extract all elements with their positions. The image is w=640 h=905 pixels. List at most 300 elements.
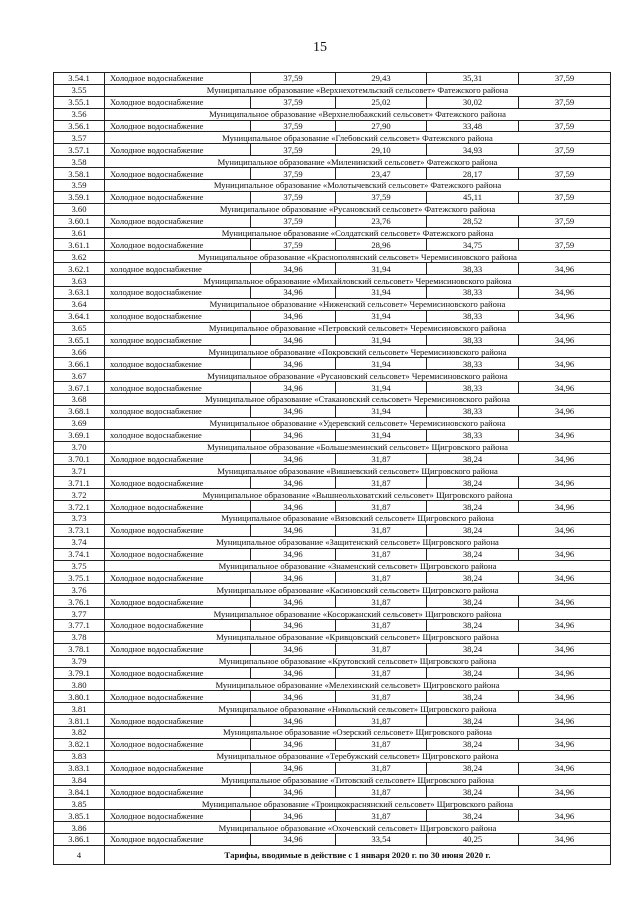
municipality-name: Муниципальное образование «Русановский сельсовет» Черемисиновского района [105, 370, 611, 382]
row-number: 3.81 [54, 703, 105, 715]
tariff-value: 34,96 [519, 715, 611, 727]
tariff-value: 37,59 [519, 215, 611, 227]
tariff-value: 34,96 [251, 477, 336, 489]
service-name: Холодное водоснабжение [105, 691, 251, 703]
municipality-name: Муниципальное образование «Верхнелюбажский сельсовет» Фатежского района [105, 108, 611, 120]
section-footer-row [54, 845, 611, 864]
tariff-row [54, 548, 611, 560]
tariff-row [54, 96, 611, 108]
tariff-value: 34,96 [251, 524, 336, 536]
municipality-row [54, 655, 611, 667]
tariff-value: 34,96 [251, 786, 336, 798]
tariff-value: 34,96 [251, 429, 336, 441]
service-name: Холодное водоснабжение [105, 596, 251, 608]
tariff-value: 38,24 [427, 596, 519, 608]
tariff-value: 34,96 [519, 810, 611, 822]
tariff-value: 37,59 [251, 215, 336, 227]
service-name: Холодное водоснабжение [105, 619, 251, 631]
tariff-value: 37,59 [519, 168, 611, 180]
municipality-name: Муниципальное образование «Охочевский сельсовет» Щигровского района [105, 822, 611, 834]
section-heading: Тарифы, вводимые в действие с 1 января 2020 г. по 30 июня 2020 г. [105, 845, 611, 864]
municipality-name: Муниципальное образование «Мелехинский сельсовет» Щигровского района [105, 679, 611, 691]
service-name: Холодное водоснабжение [105, 120, 251, 132]
tariff-value: 38,24 [427, 738, 519, 750]
service-name: холодное водоснабжение [105, 287, 251, 299]
municipality-row [54, 132, 611, 144]
municipality-row [54, 608, 611, 620]
tariff-value: 31,94 [336, 310, 427, 322]
tariff-value: 31,87 [336, 786, 427, 798]
tariff-value: 34,96 [251, 667, 336, 679]
tariff-value: 30,02 [427, 96, 519, 108]
tariff-value: 38,33 [427, 287, 519, 299]
row-number: 3.59 [54, 180, 105, 192]
tariff-row [54, 453, 611, 465]
row-number: 3.72 [54, 489, 105, 501]
row-number: 3.76.1 [54, 596, 105, 608]
municipality-name: Муниципальное образование «Вязовский сельсовет» Щигровского района [105, 512, 611, 524]
tariff-row [54, 477, 611, 489]
tariff-value: 37,59 [336, 191, 427, 203]
municipality-name: Муниципальное образование «Вышнеольховатский сельсовет» Щигровского района [105, 489, 611, 501]
municipality-name: Муниципальное образование «Озерский сельсовет» Щигровского района [105, 726, 611, 738]
tariff-row [54, 358, 611, 370]
tariff-value: 29,43 [336, 73, 427, 85]
tariff-value: 37,59 [519, 239, 611, 251]
tariff-row [54, 429, 611, 441]
tariff-table-body [54, 73, 611, 865]
tariff-value: 34,96 [519, 596, 611, 608]
tariff-value: 34,96 [251, 619, 336, 631]
municipality-row [54, 417, 611, 429]
tariff-value: 34,96 [519, 453, 611, 465]
tariff-value: 38,24 [427, 453, 519, 465]
tariff-value: 34,96 [519, 572, 611, 584]
tariff-value: 31,87 [336, 501, 427, 513]
municipality-name: Муниципальное образование «Знаменский сельсовет» Щигровского района [105, 560, 611, 572]
tariff-value: 28,52 [427, 215, 519, 227]
tariff-value: 31,87 [336, 572, 427, 584]
tariff-value: 34,75 [427, 239, 519, 251]
municipality-row [54, 465, 611, 477]
row-number: 3.59.1 [54, 191, 105, 203]
tariff-row [54, 596, 611, 608]
tariff-value: 37,59 [251, 144, 336, 156]
row-number: 3.62.1 [54, 263, 105, 275]
municipality-name: Муниципальное образование «Михайловский сельсовет» Черемисиновского района [105, 275, 611, 287]
municipality-name: Муниципальное образование «Касиновский сельсовет» Щигровского района [105, 584, 611, 596]
service-name: Холодное водоснабжение [105, 667, 251, 679]
service-name: Холодное водоснабжение [105, 96, 251, 108]
row-number: 3.79 [54, 655, 105, 667]
tariff-row [54, 501, 611, 513]
tariff-row [54, 310, 611, 322]
tariff-value: 31,87 [336, 619, 427, 631]
tariff-value: 37,59 [519, 191, 611, 203]
tariff-value: 34,96 [251, 310, 336, 322]
row-number: 3.74.1 [54, 548, 105, 560]
tariff-row [54, 382, 611, 394]
tariff-row [54, 334, 611, 346]
tariff-row [54, 144, 611, 156]
tariff-value: 28,17 [427, 168, 519, 180]
row-number: 3.79.1 [54, 667, 105, 679]
municipality-row [54, 370, 611, 382]
tariff-value: 37,59 [251, 120, 336, 132]
tariff-value: 34,96 [519, 691, 611, 703]
row-number: 3.85.1 [54, 810, 105, 822]
municipality-name: Муниципальное образование «Стакановский сельсовет» Черемисиновского района [105, 394, 611, 406]
tariff-value: 34,96 [519, 429, 611, 441]
tariff-value: 38,24 [427, 643, 519, 655]
tariff-value: 37,59 [519, 96, 611, 108]
municipality-name: Муниципальное образование «Петровский сельсовет» Черемисиновского района [105, 322, 611, 334]
section-number: 4 [54, 845, 105, 864]
row-number: 3.58 [54, 156, 105, 168]
service-name: холодное водоснабжение [105, 334, 251, 346]
tariff-value: 38,33 [427, 382, 519, 394]
row-number: 3.74 [54, 536, 105, 548]
tariff-value: 25,02 [336, 96, 427, 108]
municipality-name: Муниципальное образование «Теребужский сельсовет» Щигровского района [105, 750, 611, 762]
tariff-value: 34,96 [251, 405, 336, 417]
municipality-row [54, 489, 611, 501]
tariff-value: 31,87 [336, 643, 427, 655]
tariff-value: 38,24 [427, 762, 519, 774]
service-name: Холодное водоснабжение [105, 643, 251, 655]
tariff-table [53, 72, 611, 865]
tariff-value: 31,87 [336, 524, 427, 536]
tariff-row [54, 715, 611, 727]
tariff-value: 38,24 [427, 501, 519, 513]
municipality-row [54, 203, 611, 215]
service-name: Холодное водоснабжение [105, 215, 251, 227]
service-name: Холодное водоснабжение [105, 168, 251, 180]
municipality-row [54, 512, 611, 524]
tariff-value: 33,48 [427, 120, 519, 132]
tariff-value: 37,59 [251, 73, 336, 85]
tariff-value: 31,87 [336, 667, 427, 679]
municipality-name: Муниципальное образование «Ниженский сельсовет» Черемисиновского района [105, 298, 611, 310]
row-number: 3.73 [54, 512, 105, 524]
municipality-name: Муниципальное образование «Молотычевский сельсовет» Фатежского района [105, 180, 611, 192]
tariff-value: 31,87 [336, 738, 427, 750]
tariff-value: 34,96 [519, 786, 611, 798]
tariff-value: 34,96 [251, 643, 336, 655]
tariff-row [54, 619, 611, 631]
municipality-row [54, 251, 611, 263]
tariff-value: 34,96 [251, 453, 336, 465]
row-number: 3.69 [54, 417, 105, 429]
row-number: 3.78 [54, 631, 105, 643]
service-name: холодное водоснабжение [105, 310, 251, 322]
row-number: 3.81.1 [54, 715, 105, 727]
tariff-value: 34,96 [251, 691, 336, 703]
tariff-value: 38,24 [427, 619, 519, 631]
tariff-value: 35,31 [427, 73, 519, 85]
row-number: 3.82 [54, 726, 105, 738]
tariff-value: 34,96 [519, 477, 611, 489]
tariff-value: 38,24 [427, 715, 519, 727]
row-number: 3.63.1 [54, 287, 105, 299]
tariff-value: 37,59 [519, 73, 611, 85]
tariff-value: 31,94 [336, 429, 427, 441]
tariff-value: 34,96 [519, 382, 611, 394]
tariff-value: 38,33 [427, 310, 519, 322]
row-number: 3.56.1 [54, 120, 105, 132]
municipality-name: Муниципальное образование «Троицкокраснянский сельсовет» Щигровского района [105, 798, 611, 810]
row-number: 3.75 [54, 560, 105, 572]
tariff-value: 31,87 [336, 810, 427, 822]
municipality-name: Муниципальное образование «Никольский сельсовет» Щигровского района [105, 703, 611, 715]
tariff-row [54, 405, 611, 417]
tariff-value: 23,76 [336, 215, 427, 227]
service-name: Холодное водоснабжение [105, 786, 251, 798]
service-name: холодное водоснабжение [105, 263, 251, 275]
tariff-value: 34,96 [251, 762, 336, 774]
row-number: 3.71.1 [54, 477, 105, 489]
row-number: 3.65.1 [54, 334, 105, 346]
service-name: Холодное водоснабжение [105, 738, 251, 750]
tariff-value: 34,96 [519, 738, 611, 750]
tariff-value: 33,54 [336, 834, 427, 846]
tariff-value: 29,10 [336, 144, 427, 156]
tariff-value: 34,96 [251, 287, 336, 299]
row-number: 3.80.1 [54, 691, 105, 703]
tariff-value: 37,59 [251, 239, 336, 251]
tariff-value: 34,96 [519, 334, 611, 346]
municipality-name: Муниципальное образование «Русановский сельсовет» Фатежского района [105, 203, 611, 215]
tariff-value: 34,96 [519, 834, 611, 846]
tariff-row [54, 215, 611, 227]
tariff-value: 34,93 [427, 144, 519, 156]
tariff-value: 31,87 [336, 596, 427, 608]
row-number: 3.54.1 [54, 73, 105, 85]
row-number: 3.55 [54, 84, 105, 96]
row-number: 3.61 [54, 227, 105, 239]
tariff-value: 38,24 [427, 524, 519, 536]
tariff-value: 34,96 [519, 310, 611, 322]
tariff-value: 34,96 [519, 643, 611, 655]
service-name: холодное водоснабжение [105, 382, 251, 394]
service-name: Холодное водоснабжение [105, 762, 251, 774]
service-name: Холодное водоснабжение [105, 501, 251, 513]
tariff-value: 34,96 [251, 548, 336, 560]
tariff-value: 34,96 [519, 287, 611, 299]
tariff-value: 34,96 [519, 762, 611, 774]
service-name: Холодное водоснабжение [105, 715, 251, 727]
row-number: 3.58.1 [54, 168, 105, 180]
row-number: 3.77.1 [54, 619, 105, 631]
tariff-row [54, 643, 611, 655]
tariff-value: 37,59 [519, 120, 611, 132]
tariff-value: 38,33 [427, 405, 519, 417]
tariff-value: 27,90 [336, 120, 427, 132]
municipality-row [54, 156, 611, 168]
tariff-row [54, 191, 611, 203]
tariff-value: 34,96 [251, 501, 336, 513]
row-number: 3.66.1 [54, 358, 105, 370]
municipality-name: Муниципальное образование «Косоржанский сельсовет» Щигровского района [105, 608, 611, 620]
tariff-value: 34,96 [519, 619, 611, 631]
tariff-value: 31,87 [336, 548, 427, 560]
municipality-name: Муниципальное образование «Солдатский сельсовет» Фатежского района [105, 227, 611, 239]
service-name: холодное водоснабжение [105, 405, 251, 417]
tariff-value: 37,59 [251, 96, 336, 108]
tariff-value: 31,87 [336, 715, 427, 727]
municipality-row [54, 750, 611, 762]
municipality-row [54, 275, 611, 287]
municipality-name: Муниципальное образование «Защитенский сельсовет» Щигровского района [105, 536, 611, 548]
tariff-row [54, 263, 611, 275]
municipality-name: Муниципальное образование «Вишневский сельсовет» Щигровского района [105, 465, 611, 477]
municipality-row [54, 394, 611, 406]
row-number: 3.60 [54, 203, 105, 215]
tariff-row [54, 667, 611, 679]
tariff-value: 34,96 [519, 524, 611, 536]
row-number: 3.64 [54, 298, 105, 310]
municipality-row [54, 560, 611, 572]
tariff-value: 34,96 [251, 715, 336, 727]
row-number: 3.73.1 [54, 524, 105, 536]
municipality-row [54, 227, 611, 239]
municipality-name: Муниципальное образование «Краснополянский сельсовет» Черемисиновского района [105, 251, 611, 263]
municipality-row [54, 441, 611, 453]
tariff-value: 34,96 [251, 263, 336, 275]
tariff-value: 45,11 [427, 191, 519, 203]
tariff-value: 34,96 [519, 405, 611, 417]
municipality-name: Муниципальное образование «Покровский сельсовет» Черемисиновского района [105, 346, 611, 358]
tariff-row [54, 239, 611, 251]
service-name: Холодное водоснабжение [105, 453, 251, 465]
tariff-row [54, 120, 611, 132]
row-number: 3.85 [54, 798, 105, 810]
service-name: Холодное водоснабжение [105, 73, 251, 85]
service-name: Холодное водоснабжение [105, 834, 251, 846]
row-number: 3.69.1 [54, 429, 105, 441]
tariff-value: 38,33 [427, 358, 519, 370]
municipality-row [54, 798, 611, 810]
row-number: 3.76 [54, 584, 105, 596]
municipality-row [54, 774, 611, 786]
row-number: 3.86.1 [54, 834, 105, 846]
municipality-row [54, 631, 611, 643]
tariff-row [54, 786, 611, 798]
municipality-name: Муниципальное образование «Миленинский сельсовет» Фатежского района [105, 156, 611, 168]
tariff-row [54, 524, 611, 536]
tariff-value: 38,33 [427, 263, 519, 275]
service-name: Холодное водоснабжение [105, 810, 251, 822]
tariff-value: 34,96 [251, 738, 336, 750]
row-number: 3.67.1 [54, 382, 105, 394]
service-name: Холодное водоснабжение [105, 572, 251, 584]
row-number: 3.60.1 [54, 215, 105, 227]
tariff-value: 34,96 [519, 667, 611, 679]
tariff-row [54, 810, 611, 822]
tariff-row [54, 73, 611, 85]
municipality-name: Муниципальное образование «Глебовский сельсовет» Фатежского района [105, 132, 611, 144]
row-number: 3.65 [54, 322, 105, 334]
tariff-value: 31,94 [336, 405, 427, 417]
row-number: 3.55.1 [54, 96, 105, 108]
municipality-row [54, 679, 611, 691]
tariff-value: 38,24 [427, 786, 519, 798]
municipality-row [54, 536, 611, 548]
tariff-row [54, 691, 611, 703]
municipality-name: Муниципальное образование «Кривцовский сельсовет» Щигровского района [105, 631, 611, 643]
service-name: Холодное водоснабжение [105, 239, 251, 251]
row-number: 3.63 [54, 275, 105, 287]
tariff-value: 38,33 [427, 334, 519, 346]
tariff-value: 34,96 [519, 358, 611, 370]
tariff-value: 37,59 [251, 191, 336, 203]
tariff-value: 31,87 [336, 477, 427, 489]
tariff-value: 38,24 [427, 691, 519, 703]
tariff-value: 34,96 [519, 548, 611, 560]
service-name: холодное водоснабжение [105, 429, 251, 441]
tariff-row [54, 762, 611, 774]
row-number: 3.66 [54, 346, 105, 358]
tariff-value: 34,96 [251, 596, 336, 608]
municipality-row [54, 726, 611, 738]
tariff-value: 31,87 [336, 691, 427, 703]
municipality-name: Муниципальное образование «Удеревский сельсовет» Черемисиновского района [105, 417, 611, 429]
municipality-name: Муниципальное образование «Крутовский сельсовет» Щигровского района [105, 655, 611, 667]
tariff-value: 40,25 [427, 834, 519, 846]
row-number: 3.68.1 [54, 405, 105, 417]
municipality-name: Муниципальное образование «Титовский сельсовет» Щигровского района [105, 774, 611, 786]
tariff-value: 34,96 [519, 263, 611, 275]
service-name: холодное водоснабжение [105, 358, 251, 370]
row-number: 3.75.1 [54, 572, 105, 584]
tariff-value: 37,59 [519, 144, 611, 156]
tariff-value: 34,96 [251, 358, 336, 370]
service-name: Холодное водоснабжение [105, 191, 251, 203]
tariff-value: 38,24 [427, 477, 519, 489]
municipality-row [54, 84, 611, 96]
tariff-value: 34,96 [251, 572, 336, 584]
municipality-name: Муниципальное образование «Большезмеинский сельсовет» Щигровского района [105, 441, 611, 453]
tariff-value: 31,94 [336, 382, 427, 394]
tariff-row [54, 168, 611, 180]
tariff-value: 34,96 [251, 382, 336, 394]
municipality-row [54, 703, 611, 715]
tariff-value: 37,59 [251, 168, 336, 180]
row-number: 3.68 [54, 394, 105, 406]
tariff-row [54, 738, 611, 750]
row-number: 3.56 [54, 108, 105, 120]
municipality-row [54, 298, 611, 310]
service-name: Холодное водоснабжение [105, 477, 251, 489]
row-number: 3.70 [54, 441, 105, 453]
row-number: 3.72.1 [54, 501, 105, 513]
tariff-value: 31,94 [336, 287, 427, 299]
row-number: 3.82.1 [54, 738, 105, 750]
row-number: 3.83.1 [54, 762, 105, 774]
row-number: 3.70.1 [54, 453, 105, 465]
tariff-value: 34,96 [251, 334, 336, 346]
tariff-value: 38,24 [427, 810, 519, 822]
tariff-value: 34,96 [251, 810, 336, 822]
tariff-value: 31,87 [336, 762, 427, 774]
municipality-name: Муниципальное образование «Верхнехотемльский сельсовет» Фатежского района [105, 84, 611, 96]
row-number: 3.77 [54, 608, 105, 620]
tariff-value: 38,33 [427, 429, 519, 441]
tariff-row [54, 834, 611, 846]
page-number: 15 [313, 40, 327, 55]
row-number: 3.84 [54, 774, 105, 786]
row-number: 3.83 [54, 750, 105, 762]
